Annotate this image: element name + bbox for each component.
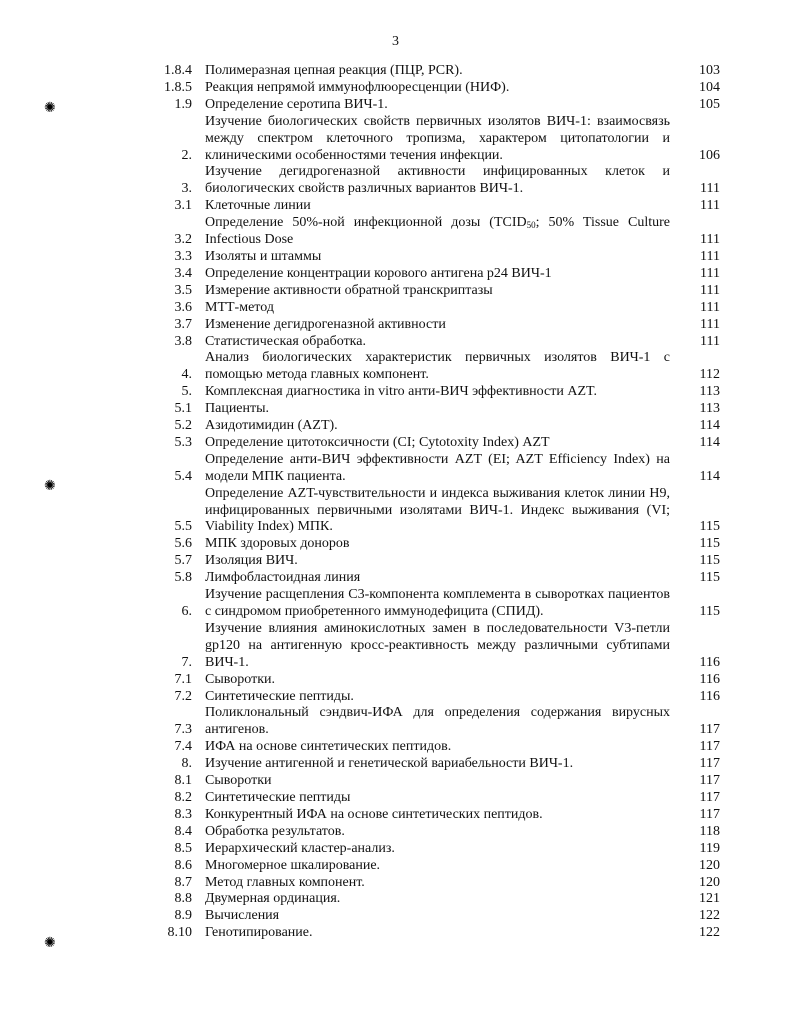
- toc-entry-title: [205, 97, 670, 114]
- toc-entry-title-text: Определение 50%-ной инфекционной дозы (TCID: [205, 215, 527, 231]
- ink-blot-mark-3: ✺: [44, 936, 56, 951]
- toc-entry: [150, 875, 720, 892]
- toc-entry: [150, 317, 720, 334]
- toc-entry-page: 111: [700, 232, 720, 248]
- toc-entry: [150, 621, 720, 672]
- toc-entry-page: 114: [699, 434, 720, 450]
- toc-entry-title: [205, 249, 670, 266]
- toc-entry-page: 121: [699, 891, 720, 907]
- toc-entry: [150, 114, 720, 165]
- toc-entry-title: [205, 300, 670, 317]
- toc-entry-number: 3.: [181, 181, 192, 197]
- toc-entry: [150, 587, 720, 621]
- toc-entry-page: 115: [699, 604, 720, 619]
- toc-entry-number: 8.7: [174, 874, 192, 890]
- toc-entry: [150, 350, 720, 384]
- toc-entry-title: [205, 773, 670, 790]
- toc-entry-page: 115: [699, 519, 720, 535]
- toc-entry-title: [205, 198, 670, 215]
- toc-entry: [150, 215, 720, 249]
- toc-entry-title-text: Анализ биологических характеристик первичных изолятов ВИЧ-1 с помощью метода главных компонент.: [205, 350, 670, 383]
- toc-entry-title: [205, 908, 670, 925]
- toc-entry: [150, 300, 720, 317]
- toc-entry-number: 3.2: [174, 232, 192, 248]
- toc-entry-number: 1.8.4: [164, 63, 192, 78]
- toc-entry-number: 5.1: [174, 401, 192, 417]
- toc-entry-title: [205, 587, 670, 621]
- toc-entry-title-text: Статистическая обработка.: [205, 333, 366, 349]
- toc-entry-number: 2.: [181, 147, 192, 163]
- toc-entry: [150, 908, 720, 925]
- toc-entry-number: 3.4: [174, 265, 192, 281]
- toc-entry: [150, 418, 720, 435]
- toc-entry-page: 104: [699, 79, 720, 95]
- toc-entry-page: 115: [699, 536, 720, 552]
- toc-entry-page: 114: [699, 418, 720, 434]
- toc-entry: [150, 773, 720, 790]
- toc-entry: [150, 283, 720, 300]
- toc-entry-title-text: Определение цитотоксичности (CI; Cytotoxity Index) AZT: [205, 434, 550, 450]
- toc-entry-page: 111: [700, 333, 720, 349]
- toc-entry-title: [205, 401, 670, 418]
- toc-entry-title-text: Изучение влияния аминокислотных замен в последовательности V3-петли gp120 на антигенную кросс-реактивность между различными субтипами ВИЧ-1.: [205, 620, 670, 670]
- toc-entry: [150, 672, 720, 689]
- toc-entry-page: 111: [700, 316, 720, 332]
- toc-entry-title-text: Определение серотипа ВИЧ-1.: [205, 96, 388, 112]
- toc-entry-title: [205, 875, 670, 892]
- toc-entry-title-text: Определение концентрации корового антигена р24 ВИЧ-1: [205, 265, 552, 281]
- toc-entry-number: 8.3: [174, 806, 192, 822]
- toc-entry-page: 117: [699, 789, 720, 805]
- toc-entry-page: 116: [699, 654, 720, 670]
- toc-entry-number: 3.8: [174, 333, 192, 349]
- toc-entry-title-text: Сыворотки.: [205, 671, 275, 687]
- toc-entry-title-text: Обработка результатов.: [205, 823, 345, 839]
- toc-entry-number: 5.: [181, 384, 192, 400]
- toc-entry: [150, 334, 720, 351]
- toc-entry-page: 116: [699, 671, 720, 687]
- toc-entry-title-text: Многомерное шкалирование.: [205, 857, 381, 873]
- toc-entry: [150, 266, 720, 283]
- toc-entry-title: [205, 80, 670, 97]
- toc-entry-page: 111: [700, 181, 720, 197]
- toc-entry: [150, 739, 720, 756]
- toc-entry-title: [205, 283, 670, 300]
- toc-entry: [150, 401, 720, 418]
- toc-entry-number: 5.3: [174, 434, 192, 450]
- toc-entry-number: 5.4: [174, 468, 192, 484]
- toc-entry-title-text: Определение анти-ВИЧ эффективности AZT (EI; AZT Efficiency Index) на модели МПК пациента.: [205, 451, 670, 484]
- toc-entry-page: 117: [699, 722, 720, 738]
- toc-entry: [150, 164, 720, 198]
- toc-entry-title: [205, 536, 670, 553]
- toc-entry-title: [205, 705, 670, 739]
- toc-entry: [150, 198, 720, 215]
- toc-entry-page: 115: [699, 553, 720, 569]
- toc-entry: [150, 925, 720, 942]
- toc-entry-page: 118: [699, 823, 720, 839]
- toc-entry-title: [205, 215, 670, 249]
- toc-entry: [150, 486, 720, 537]
- toc-entry-title: [205, 570, 670, 587]
- toc-entry-number: 1.9: [174, 96, 192, 112]
- toc-entry-title: [205, 334, 670, 351]
- toc-entry-number: 8.4: [174, 823, 192, 839]
- toc-entry-title: [205, 756, 670, 773]
- toc-entry-page: 111: [700, 299, 720, 315]
- toc-entry-page: 117: [699, 756, 720, 772]
- toc-entry-title-text: Синтетические пептиды.: [205, 688, 354, 704]
- toc-entry-number: 7.4: [174, 739, 192, 755]
- toc-entry-page: 120: [699, 857, 720, 873]
- toc-entry-page: 111: [700, 282, 720, 298]
- toc-entry: [150, 384, 720, 401]
- toc-entry-title: [205, 266, 670, 283]
- toc-entry-number: 7.2: [174, 688, 192, 704]
- toc-entry: [150, 756, 720, 773]
- toc-entry-title-text: Вычисления: [205, 908, 280, 924]
- toc-entry-title-text: Изоляты и штаммы: [205, 248, 322, 264]
- toc-entry-number: 3.7: [174, 316, 192, 332]
- toc-entry-title: [205, 317, 670, 334]
- toc-entry-title-text: Синтетические пептиды: [205, 789, 351, 805]
- toc-entry: [150, 435, 720, 452]
- toc-entry-page: 111: [700, 265, 720, 281]
- toc-entry-title: [205, 63, 670, 80]
- toc-entry-number: 8.2: [174, 789, 192, 805]
- toc-entry-title: [205, 435, 670, 452]
- toc-entry-page: 112: [699, 367, 720, 383]
- page-number: 3: [392, 34, 399, 49]
- toc-entry-number: 3.1: [174, 198, 192, 214]
- toc-entry-title: [205, 672, 670, 689]
- toc-entry-title: [205, 739, 670, 756]
- toc-entry-number: 8.: [181, 756, 192, 772]
- toc-entry-page: 103: [699, 63, 720, 78]
- toc-entry-number: 5.6: [174, 536, 192, 552]
- toc-entry: [150, 824, 720, 841]
- toc-entry-page: 113: [699, 401, 720, 417]
- toc-entry-page: 114: [699, 468, 720, 484]
- toc-entry-title: [205, 486, 670, 537]
- toc-entry-title-text: МТТ-метод: [205, 299, 274, 315]
- toc-entry-number: 3.3: [174, 248, 192, 264]
- toc-entry-number: 4.: [181, 367, 192, 383]
- toc-entry-number: 8.10: [167, 925, 192, 941]
- ink-blot-mark-1: ✺: [44, 101, 56, 116]
- toc-entry-number: 5.8: [174, 570, 192, 586]
- toc-entry: [150, 841, 720, 858]
- toc-entry-title-text: Поликлональный сэндвич-ИФА для определения содержания вирусных антигенов.: [205, 705, 670, 738]
- toc-entry-title: [205, 164, 670, 198]
- toc-entry-number: 7.1: [174, 671, 192, 687]
- toc-entry-number: 8.1: [174, 773, 192, 789]
- toc-entry: [150, 570, 720, 587]
- toc-entry-title-text: Изменение дегидрогеназной активности: [205, 316, 446, 332]
- toc-entry: [150, 705, 720, 739]
- toc-entry-title: [205, 790, 670, 807]
- toc-entry: [150, 553, 720, 570]
- toc-entry-title-text: Сыворотки: [205, 773, 272, 789]
- toc-entry: [150, 452, 720, 486]
- toc-entry-page: 117: [699, 739, 720, 755]
- toc-entry-title-text: Конкурентный ИФА на основе синтетических пептидов.: [205, 806, 543, 822]
- toc-entry-number: 7.: [181, 654, 192, 670]
- toc-entry-title-text: Пациенты.: [205, 401, 270, 417]
- toc-entry-title: [205, 807, 670, 824]
- toc-entry-page: 117: [699, 773, 720, 789]
- toc-entry-page: 119: [699, 840, 720, 856]
- toc-entry-title-text: Клеточные линии: [205, 198, 311, 214]
- toc-entry-title-text: Двумерная ординация.: [205, 891, 341, 907]
- toc-entry-title-text: Реакция непрямой иммунофлюоресценции (НИФ).: [205, 79, 510, 95]
- toc-entry-number: 8.8: [174, 891, 192, 907]
- toc-entry-title: [205, 350, 670, 384]
- toc-entry-title-text: Генотипирование.: [205, 925, 313, 941]
- toc-entry-page: 113: [699, 384, 720, 400]
- toc-entry-title-text: МПК здоровых доноров: [205, 536, 350, 552]
- toc-entry-page: 120: [699, 874, 720, 890]
- toc-entry: [150, 536, 720, 553]
- toc-entry-title-text: Иерархический кластер-анализ.: [205, 840, 395, 856]
- toc-entry-title-text: Азидотимидин (AZT).: [205, 418, 338, 434]
- toc-entry: [150, 891, 720, 908]
- toc-entry: [150, 63, 720, 80]
- toc-entry-title: [205, 841, 670, 858]
- toc-entry-title: [205, 452, 670, 486]
- toc-entry-title: [205, 689, 670, 706]
- toc-entry-number: 8.9: [174, 908, 192, 924]
- toc-entry-number: 8.6: [174, 857, 192, 873]
- toc-entry-title: [205, 858, 670, 875]
- toc-entry-title-text: Изучение расщепления С3-компонента комплемента в сыворотках пациентов с синдромом приобретенного иммунодефицита (СПИД).: [205, 587, 670, 619]
- toc-entry: [150, 97, 720, 114]
- toc-entry-page: 122: [699, 925, 720, 941]
- toc-entry: [150, 689, 720, 706]
- toc-entry-title: [205, 925, 670, 942]
- toc-entry-title-text: Измерение активности обратной транскриптазы: [205, 282, 493, 298]
- toc-entry-title: [205, 553, 670, 570]
- toc-entry-title: [205, 621, 670, 672]
- toc-entry-number: 1.8.5: [164, 79, 192, 95]
- toc-entry-number: 6.: [181, 604, 192, 619]
- toc-entry-title: [205, 114, 670, 165]
- toc-entry-page: 111: [700, 248, 720, 264]
- toc-entry-page: 106: [699, 147, 720, 163]
- toc-entry-page: 116: [699, 688, 720, 704]
- toc-entry-title-text: ИФА на основе синтетических пептидов.: [205, 739, 452, 755]
- toc-entry-title-text: Комплексная диагностика in vitro анти-ВИЧ эффективности AZT.: [205, 384, 598, 400]
- toc-entry-title-text: Изучение биологических свойств первичных изолятов ВИЧ-1: взаимосвязь между спектром клеточного тропизма, характером цитопатологии и клиническими особенностями течения инфекции.: [205, 113, 670, 163]
- toc-entry-subscript: 50: [526, 220, 536, 231]
- toc-entry-page: 115: [699, 570, 720, 586]
- toc-entry-number: 7.3: [174, 722, 192, 738]
- ink-blot-mark-2: ✺: [44, 479, 56, 494]
- toc-entry-number: 5.5: [174, 519, 192, 535]
- toc-entry-title: [205, 891, 670, 908]
- toc-entry: [150, 858, 720, 875]
- toc-entry-number: 5.2: [174, 418, 192, 434]
- toc-entry-title: [205, 384, 670, 401]
- toc-entry-title-text: Изучение антигенной и генетической вариабельности ВИЧ-1.: [205, 756, 574, 772]
- toc-entry-number: 3.5: [174, 282, 192, 298]
- toc-entry-number: 3.6: [174, 299, 192, 315]
- toc-entry-title-text: Изучение дегидрогеназной активности инфицированных клеток и биологических свойств различных вариантов ВИЧ-1.: [205, 164, 670, 197]
- toc-entry-title: [205, 824, 670, 841]
- toc-entry-title-text: Определение AZT-чувствительности и индекса выживания клеток линии Н9, инфицированных первичными изолятами ВИЧ-1. Индекс выживания (VI; Viability Index) МПК.: [205, 485, 670, 535]
- toc-entry: [150, 249, 720, 266]
- table-of-contents: [150, 63, 720, 942]
- toc-entry-title-text: Лимфобластоидная линия: [205, 570, 361, 586]
- toc-entry-page: 117: [699, 806, 720, 822]
- toc-entry-page: 122: [699, 908, 720, 924]
- toc-entry-number: 8.5: [174, 840, 192, 856]
- toc-entry-title-text: Метод главных компонент.: [205, 874, 365, 890]
- toc-entry-title: [205, 418, 670, 435]
- toc-entry: [150, 807, 720, 824]
- toc-entry-title-text: Изоляция ВИЧ.: [205, 553, 298, 569]
- toc-entry-title-continued: ; 50% Tissue Culture Infectious Dose: [205, 215, 670, 248]
- toc-entry-page: 111: [700, 198, 720, 214]
- toc-entry: [150, 80, 720, 97]
- toc-entry-page: 105: [699, 96, 720, 112]
- toc-entry: [150, 790, 720, 807]
- toc-entry-number: 5.7: [174, 553, 192, 569]
- toc-entry-title-text: Полимеразная цепная реакция (ПЦР, PCR).: [205, 63, 463, 78]
